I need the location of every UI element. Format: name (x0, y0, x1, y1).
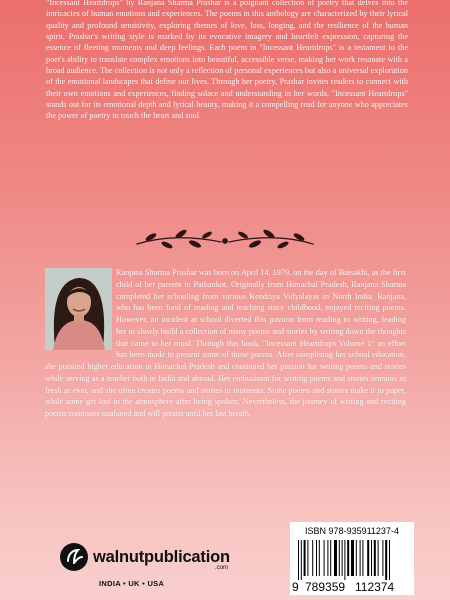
book-blurb: "Incessant Heartdrops" by Ranjana Sharma Prashar is a poignant collection of poetry that delves into the intricacies of human emotions and experiences. The poems in this anthology are characterized by their lyrical quality and profound sensitivity, exploring themes of love, loss, longing, and the resilience of the human spirit. Prashar's writing style is marked by its evocative imagery and heartfelt expression, capturing the essence of fleeting moments and deep feelings. Each poem in "Incessant Heartdrops" is a testament to the poet's ability to translate complex emotions into beautiful, accessible verse, making her work resonate with a broad audience. The collection is not only a reflection of personal experiences but also a universal exploration of the emotional landscapes that define our lives. Through her poetry, Prashar invites readers to connect with their own emotions and experiences, finding solace and understanding in her words. "Incessant Heartdrops" stands out for its emotional depth and lyrical beauty, making it a compelling read for anyone who appreciates the power of poetry to touch the heart and soul. (46, 0, 408, 121)
barcode-bar (304, 540, 306, 576)
barcode-bar (351, 540, 354, 576)
publisher-domain: .com (215, 565, 229, 571)
barcode-bar (371, 540, 372, 576)
barcode-bar (389, 540, 390, 580)
barcode-bar (334, 540, 337, 576)
barcode-digit-group-right: 112374 (355, 580, 395, 594)
barcode-bar (324, 540, 325, 576)
barcode-bar (362, 540, 363, 576)
barcode-digit-lead: 9 (292, 580, 299, 594)
barcode-bar (312, 540, 313, 576)
barcode-bar (378, 540, 379, 576)
publisher-regions: INDIA • UK • USA (99, 579, 165, 588)
barcode-bar (307, 540, 308, 576)
barcode-bar (330, 540, 331, 576)
barcode-bar (316, 540, 317, 576)
barcode-bar (301, 540, 302, 580)
isbn-barcode (290, 522, 414, 595)
barcode-bar (344, 540, 345, 580)
barcode-bar (356, 540, 357, 576)
author-bio-text: Ranjana Sharma Prashar was born on April 14, 1979, on the day of Baisakhi, as the first child of her parents in Pathankot. Originally from Himachal Pradesh, Ranjana Sharma completed her schooling from various Kendriya Vidyalayas in North India. Ranjana, who has been fond of reading and teaching since childhood, enjoyed reciting poems. However, an incident at school diverted this passion from reading to writing, leading her to slowly build a collection of many poems and stories by writing down the thoughts that came to her mind. Through this book, "Incessant Heartdrops Volume 1" an effort has been made to present some of those poems. After completing her school education, she pursued higher education in Himachal Pradesh and continued her passion for writing poems and stories while serving as a teacher both in India and abroad. Her enthusiasm for writing poems and stories remains as fresh as ever, and she often creates poems and stories in moments. Some poems and stories make it to paper, while some get lost in the atmosphere after being spoken. Nevertheless, the journey of writing and reciting poems continues unabated and will persist until her last breath. (45, 268, 406, 418)
barcode-bar (342, 540, 343, 576)
barcode-bar (327, 540, 328, 576)
barcode-bar (360, 540, 361, 576)
author-bio (45, 267, 406, 420)
barcode-bar (385, 540, 387, 580)
photo-spacer (45, 267, 116, 353)
barcode-bar (382, 540, 383, 576)
publisher-name: walnutpublication (93, 548, 230, 566)
barcode-bar (347, 540, 349, 576)
publisher-logo (60, 543, 260, 593)
barcode-bars (296, 540, 408, 580)
barcode-bar (367, 540, 369, 576)
barcode-bar (319, 540, 320, 576)
barcode-bar (339, 540, 340, 576)
isbn-label: ISBN 978-935911237-4 (305, 526, 399, 536)
barcode-digit-group-left: 789359 (305, 580, 346, 594)
barcode-bar (298, 540, 299, 580)
barcode-bar (374, 540, 376, 576)
walnut-logo-icon (60, 543, 88, 571)
vine-ornament (133, 227, 317, 253)
